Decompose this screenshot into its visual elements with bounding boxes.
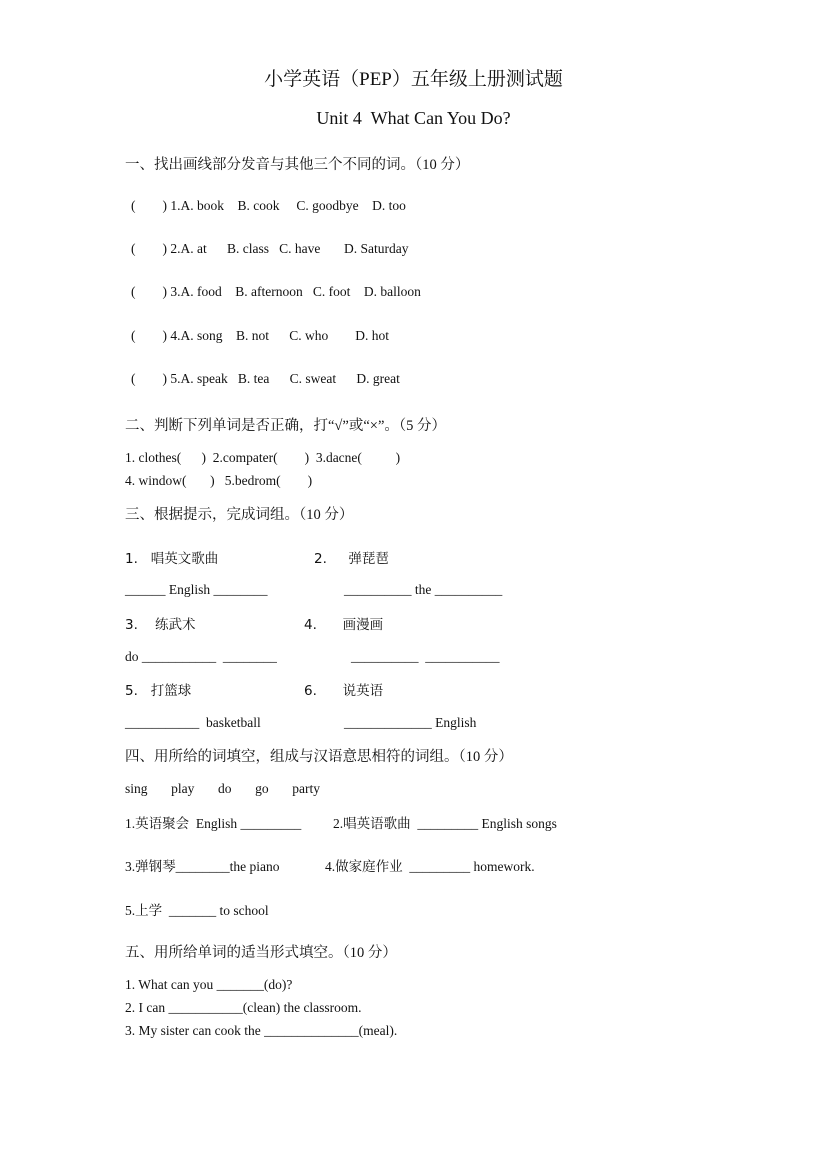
section-2-heading: 二、判断下列单词是否正确，打“√”或“×”。（5 分） xyxy=(125,418,447,434)
s1-question-1: ( ) 1.A. book B. cook C. goodbye D. too xyxy=(131,198,406,213)
s3-answer-6: _____________ English xyxy=(344,715,477,730)
s4-line-1a: 1.英语聚会 English _________ xyxy=(125,816,302,831)
s5-line-2: 2. I can ___________(clean) the classroom. xyxy=(125,1000,362,1015)
s3-prompt-3: 3. 练武术 xyxy=(125,617,196,633)
s2-line-1: 1. clothes( ) 2.compater( ) 3.dacne( ) xyxy=(125,450,401,465)
s3-prompt-5: 5. 打篮球 xyxy=(125,683,192,699)
s2-line-2: 4. window( ) 5.bedrom( ) xyxy=(125,473,313,488)
s3-prompt-4: 4. 画漫画 xyxy=(304,617,384,633)
s3-answer-1: ______ English ________ xyxy=(125,582,268,597)
s4-line-3: 5.上学 _______ to school xyxy=(125,903,269,918)
s1-question-4: ( ) 4.A. song B. not C. who D. hot xyxy=(131,328,390,343)
s4-line-2a: 3.弹钢琴________the piano xyxy=(125,859,280,874)
s3-answer-3: do ___________ ________ xyxy=(125,649,277,664)
s1-question-3: ( ) 3.A. food B. afternoon C. foot D. balloon xyxy=(131,284,421,299)
section-3-heading: 三、根据提示，完成词组。（10 分） xyxy=(125,507,354,523)
page-subtitle: Unit 4 What Can You Do? xyxy=(316,108,511,128)
s1-question-2: ( ) 2.A. at B. class C. have D. Saturday xyxy=(131,241,409,256)
s3-answer-5: ___________ basketball xyxy=(125,715,261,730)
s1-question-5: ( ) 5.A. speak B. tea C. sweat D. great xyxy=(131,371,400,386)
section-4-heading: 四、用所给的词填空，组成与汉语意思相符的词组。（10 分） xyxy=(125,749,513,765)
section-5-heading: 五、用所给单词的适当形式填空。（10 分） xyxy=(125,945,397,961)
s3-prompt-1: 1. 唱英文歌曲 xyxy=(125,551,219,567)
s4-line-2b: 4.做家庭作业 _________ homework. xyxy=(325,859,535,874)
s3-answer-2: __________ the __________ xyxy=(344,582,503,597)
s5-line-3: 3. My sister can cook the ______________(meal). xyxy=(125,1023,398,1038)
s3-prompt-2: 2. 弹琵琶 xyxy=(314,551,389,567)
s4-word-bank: sing play do go party xyxy=(125,781,320,796)
s5-line-1: 1. What can you _______(do)? xyxy=(125,977,293,992)
page-title: 小学英语（PEP）五年级上册测试题 xyxy=(264,69,563,90)
section-1-heading: 一、找出画线部分发音与其他三个不同的词。（10 分） xyxy=(125,157,470,173)
s3-prompt-6: 6. 说英语 xyxy=(304,683,384,699)
s4-line-1b: 2.唱英语歌曲 _________ English songs xyxy=(333,816,557,831)
s3-answer-4: __________ ___________ xyxy=(351,649,500,664)
